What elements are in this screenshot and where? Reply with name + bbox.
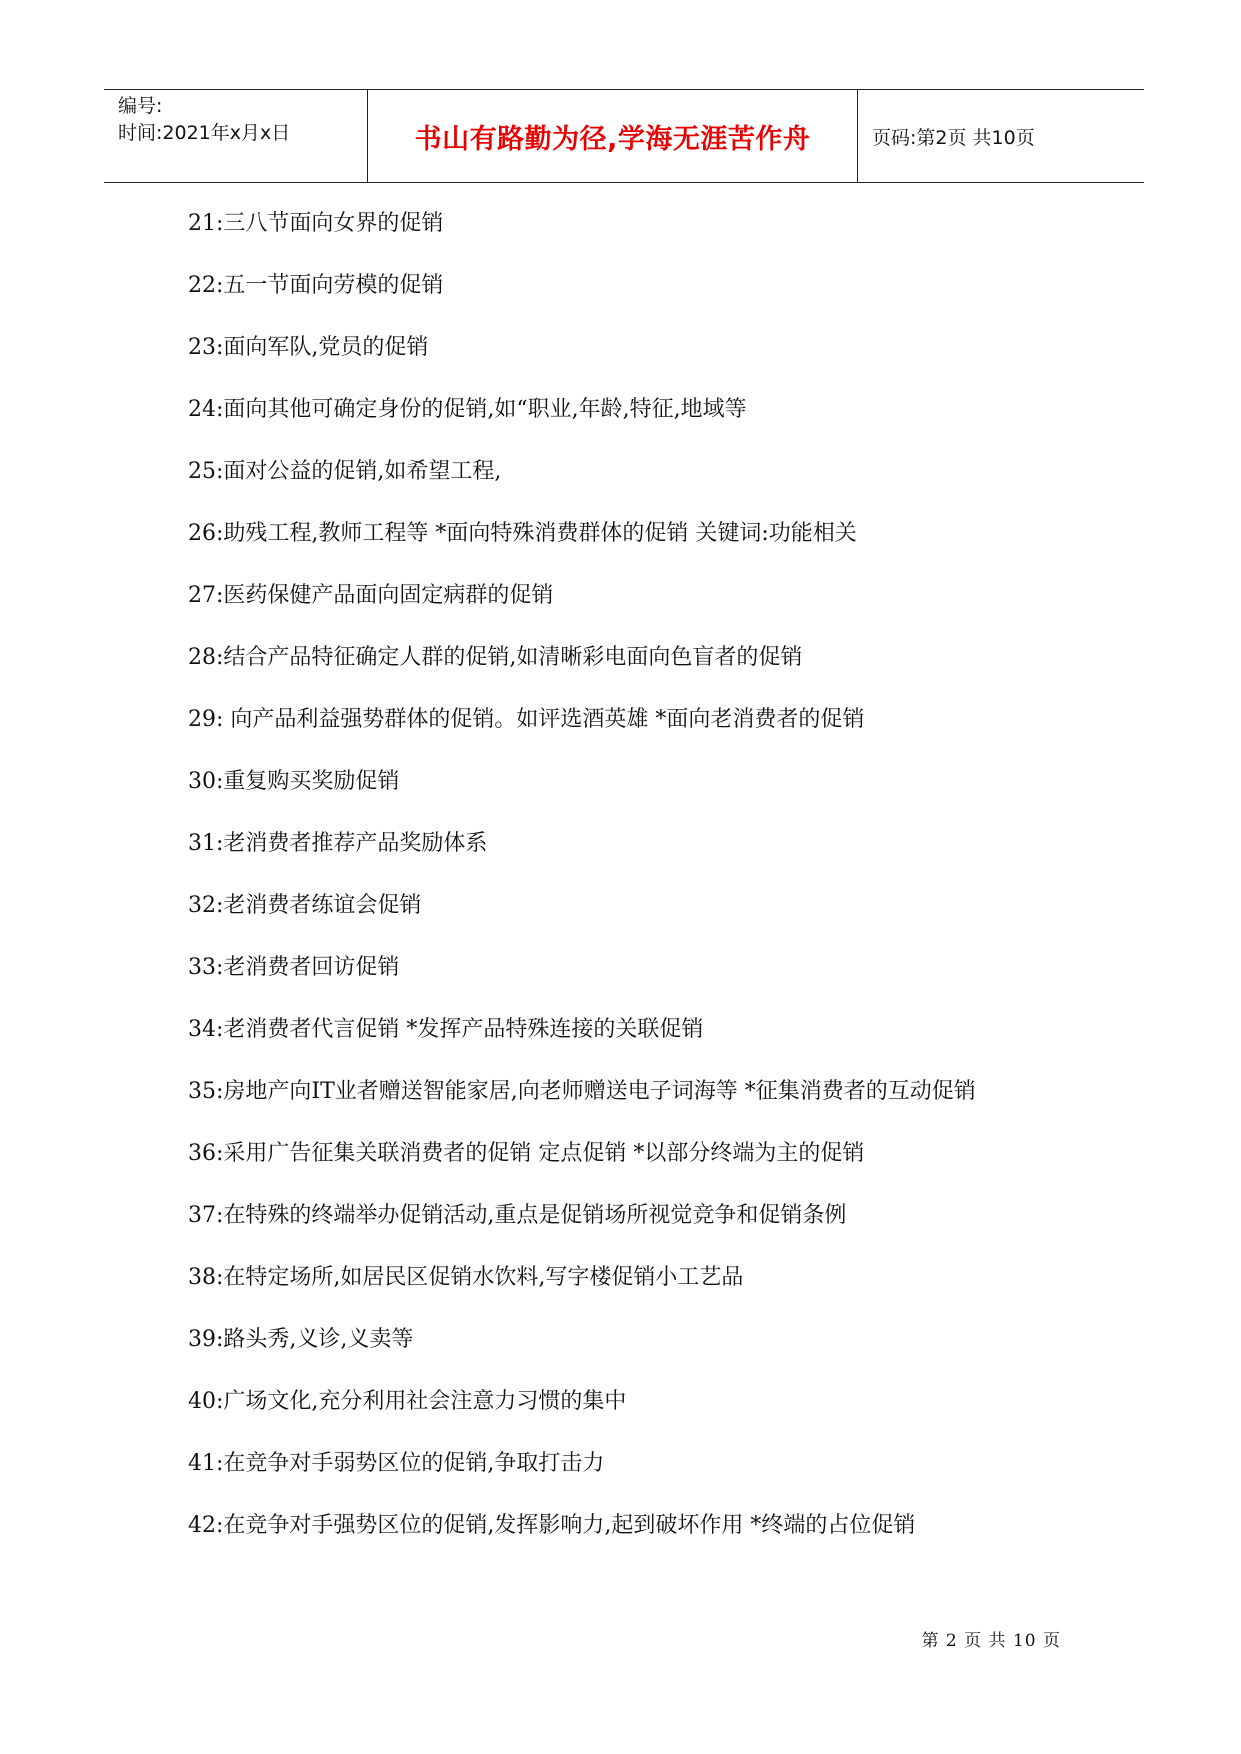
list-item: 35:房地产向IT业者赠送智能家居,向老师赠送电子词海等 *征集消费者的互动促销: [188, 1079, 976, 1104]
list-item: 42:在竞争对手强势区位的促销,发挥影响力,起到破坏作用 *终端的占位促销: [188, 1513, 916, 1538]
list-item: 28:结合产品特征确定人群的促销,如清晰彩电面向色盲者的促销: [188, 645, 803, 670]
motto: 书山有路勤为径,学海无涯苦作舟: [414, 123, 811, 155]
page-footer: 第 2 页 共 10 页: [921, 1631, 1061, 1651]
list-item: 22:五一节面向劳模的促销: [188, 273, 444, 298]
header-motto-cell: [368, 90, 858, 182]
list-item: 33:老消费者回访促销: [188, 955, 400, 980]
body-content: [188, 208, 1068, 1572]
list-item: 23:面向军队,党员的促销: [188, 335, 429, 360]
list-item: 31:老消费者推荐产品奖励体系: [188, 831, 488, 856]
list-item: 37:在特殊的终端举办促销活动,重点是促销场所视觉竞争和促销条例: [188, 1203, 847, 1228]
list-item: 27:医药保健产品面向固定病群的促销: [188, 583, 554, 608]
list-item: 32:老消费者练谊会促销: [188, 893, 422, 918]
list-item: 39:路头秀,义诊,义卖等: [188, 1327, 414, 1352]
header-page-cell: [858, 90, 1144, 182]
list-item: 26:助残工程,教师工程等 *面向特殊消费群体的促销 关键词:功能相关: [188, 521, 857, 546]
document-header: [104, 89, 1144, 183]
list-item: 21:三八节面向女界的促销: [188, 211, 444, 236]
list-item: 36:采用广告征集关联消费者的促销 定点促销 *以部分终端为主的促销: [188, 1141, 865, 1166]
list-item: 25:面对公益的促销,如希望工程,: [188, 459, 502, 484]
page-code: 页码:第2页 共10页: [872, 126, 1035, 149]
list-item: 40:广场文化,充分利用社会注意力习惯的集中: [188, 1389, 627, 1414]
list-item: 34:老消费者代言促销 *发挥产品特殊连接的关联促销: [188, 1017, 704, 1042]
list-item: 24:面向其他可确定身份的促销,如“职业,年龄,特征,地域等: [188, 397, 747, 422]
list-item: 29: 向产品利益强势群体的促销。如评选酒英雄 *面向老消费者的促销: [188, 707, 865, 732]
list-item: 38:在特定场所,如居民区促销水饮料,写字楼促销小工艺品: [188, 1265, 744, 1290]
header-meta-cell: [104, 90, 368, 182]
time-label: 时间:2021年x月x日: [118, 122, 291, 144]
list-item: 41:在竞争对手弱势区位的促销,争取打击力: [188, 1451, 605, 1476]
list-item: 30:重复购买奖励促销: [188, 769, 400, 794]
number-label: 编号:: [118, 95, 163, 117]
